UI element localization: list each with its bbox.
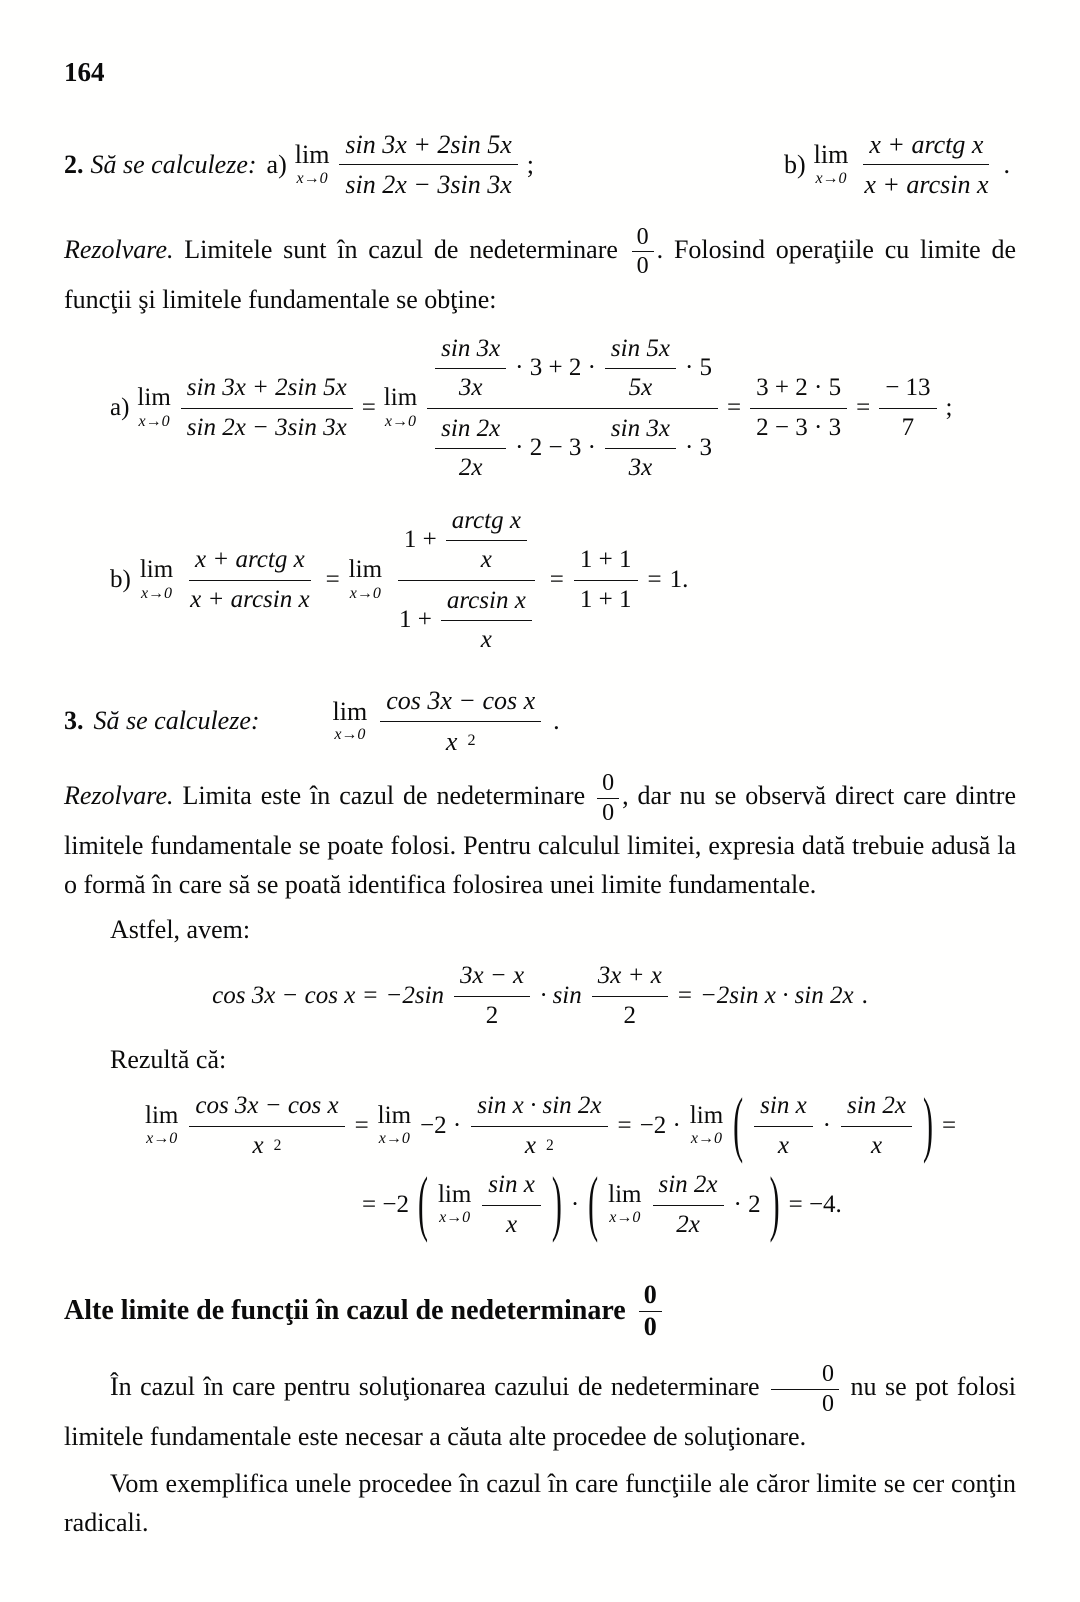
numerator: sin 3x + 2sin 5x — [181, 371, 353, 409]
identity-equation — [64, 959, 1016, 1032]
limit-operator — [384, 385, 417, 430]
lim-subscript: x→0 — [146, 1130, 178, 1148]
numerator: x + arctg x — [863, 127, 989, 166]
lim-subscript: x→0 — [815, 169, 847, 187]
operand-text: 1 + — [399, 606, 432, 634]
right-paren: ) — [551, 1163, 562, 1244]
result-equation-line-1 — [144, 1084, 1016, 1165]
coefficient: = −2 — [362, 1191, 409, 1218]
equals-sign: = — [549, 566, 564, 594]
lim-subscript: x→0 — [378, 1130, 410, 1148]
lim-label: lim — [294, 140, 330, 170]
dot-operator: · — [570, 1191, 580, 1218]
closing-paragraph-2: Vom exemplifica unele procedee în cazul în care funcţiile ale căror limite se cer conţin radicali. — [64, 1469, 1016, 1538]
operator-text: · sin — [540, 982, 582, 1009]
lim-label: lim — [377, 1102, 412, 1130]
denominator — [427, 409, 718, 485]
variable: x — [524, 1131, 537, 1159]
lim-label: lim — [813, 140, 849, 170]
lim-subscript: x→0 — [439, 1209, 471, 1227]
lim-subscript: x→0 — [349, 584, 381, 602]
lim-label: lim — [689, 1102, 724, 1130]
text: Limitele sunt în cazul de nedeterminare — [173, 234, 618, 264]
punctuation: ; — [526, 149, 534, 179]
fraction — [574, 543, 638, 616]
equals-sign: = — [942, 1112, 957, 1139]
operator-text: −2sin — [385, 982, 445, 1009]
problem-2b-expression — [784, 127, 1010, 203]
numerator: cos 3x − cos x — [189, 1089, 344, 1127]
fraction — [339, 127, 517, 203]
zero-over-zero-fraction — [639, 1281, 662, 1341]
exponent: 2 — [546, 1136, 554, 1154]
numerator: 0 — [597, 770, 619, 798]
limit-operator — [814, 141, 849, 187]
lim-label: lim — [348, 556, 383, 584]
lim-subscript: x→0 — [334, 725, 366, 743]
text: . Folosind operaţiile cu limite de funcţii şi limitele fundamentale se obţine: — [64, 234, 1017, 314]
denominator: 0 — [822, 1390, 835, 1417]
numerator: − 13 — [879, 371, 936, 409]
numerator: sin x · sin 2x — [471, 1089, 607, 1127]
denominator: x + arcsin x — [864, 170, 989, 200]
fraction — [471, 1089, 607, 1162]
numerator: sin 3x + 2sin 5x — [339, 127, 517, 166]
denominator: sin 2x − 3sin 3x — [345, 170, 512, 200]
denominator: 2 — [485, 1001, 499, 1029]
denominator: x + arcsin x — [190, 585, 310, 613]
fraction — [181, 371, 353, 444]
lim-subscript: x→0 — [140, 584, 173, 602]
denominator — [247, 1127, 288, 1163]
left-paren: ( — [417, 1163, 428, 1244]
page-number: 164 — [64, 57, 105, 87]
fraction — [858, 127, 994, 203]
item-b-label: b) — [110, 566, 131, 594]
denominator: 2x — [676, 1210, 700, 1238]
numerator: sin 3x — [605, 412, 676, 450]
fraction — [841, 1089, 912, 1162]
fraction — [605, 332, 676, 405]
coefficient: −2 · — [420, 1112, 462, 1139]
denominator: 0 — [636, 253, 649, 280]
denominator: x — [506, 1210, 518, 1238]
result-value: 1. — [669, 566, 689, 594]
limit-operator — [140, 557, 173, 602]
equals-sign: = — [647, 566, 662, 594]
denominator — [519, 1127, 560, 1163]
numerator: sin x — [754, 1089, 813, 1127]
exponent: 2 — [273, 1136, 282, 1154]
denominator: 3x — [628, 454, 653, 482]
limit-operator — [690, 1103, 723, 1148]
operator-text: · 3 — [684, 434, 713, 462]
result-equation-line-2 — [362, 1163, 1016, 1244]
expression: cos 3x − cos x — [212, 982, 356, 1009]
numerator: 3x + x — [592, 959, 668, 997]
equals-sign: = — [617, 1112, 632, 1139]
limit-operator — [137, 385, 170, 430]
denominator: 2x — [458, 454, 483, 482]
dot-operator: · — [822, 1112, 831, 1139]
text: Limita este în cazul de nedeterminare — [173, 781, 586, 811]
fraction — [879, 371, 936, 444]
numerator: 1 + 1 — [574, 543, 638, 581]
denominator: x — [777, 1131, 789, 1159]
numerator: sin 3x — [435, 332, 506, 370]
numerator: arctg x — [446, 504, 527, 542]
fraction — [380, 683, 541, 759]
solution-b-equation — [110, 503, 1016, 657]
variable: x — [252, 1131, 264, 1159]
lim-subscript: x→0 — [690, 1130, 723, 1148]
lim-subscript: x→0 — [296, 169, 328, 187]
equals-sign: = — [363, 982, 378, 1009]
operator-text: · 2 − 3 · — [515, 434, 596, 462]
compound-fraction — [427, 331, 718, 485]
section-heading — [64, 1281, 1016, 1341]
lim-label: lim — [437, 1181, 472, 1209]
limit-operator — [438, 1182, 471, 1227]
numerator: sin 5x — [605, 332, 676, 370]
fraction — [435, 412, 506, 485]
fraction — [184, 543, 315, 616]
limit-operator — [608, 1182, 641, 1227]
denominator: 2 − 3 · 3 — [756, 413, 842, 441]
compound-fraction — [393, 503, 540, 657]
numerator: 3 + 2 · 5 — [750, 371, 847, 409]
limit-operator — [333, 698, 368, 744]
denominator: x — [870, 1131, 883, 1159]
exponent: 2 — [467, 732, 476, 750]
numerator: sin 2x — [841, 1089, 912, 1127]
equals-sign: = — [354, 1112, 369, 1139]
rezolvare-label: Rezolvare. — [64, 781, 174, 811]
limit-operator — [145, 1103, 178, 1148]
fraction — [482, 1168, 541, 1241]
equals-sign: = — [325, 566, 340, 594]
numerator: 0 — [639, 1281, 662, 1312]
item-a-label: a) — [266, 149, 287, 179]
punctuation: ; — [945, 394, 953, 422]
denominator: 7 — [901, 413, 915, 441]
problem-2a-expression — [267, 127, 534, 203]
fraction — [653, 1168, 724, 1241]
numerator: 0 — [632, 224, 654, 252]
fraction — [605, 412, 676, 485]
expression: −2sin x · sin 2x — [699, 982, 854, 1009]
lim-label: lim — [139, 556, 174, 584]
numerator: 0 — [771, 1361, 839, 1389]
rezulta-line: Rezultă că: — [110, 1045, 227, 1075]
denominator: x — [480, 546, 492, 574]
right-paren: ) — [769, 1163, 780, 1244]
lim-label: lim — [383, 384, 418, 412]
limit-operator — [378, 1103, 411, 1148]
astfel-line: Astfel, avem: — [110, 915, 251, 945]
text: În cazul în care pentru soluţionarea cazului de nedeterminare — [110, 1372, 760, 1402]
lim-label: lim — [145, 1102, 179, 1130]
equals-sign: = — [856, 394, 871, 422]
denominator — [393, 581, 540, 657]
left-paren: ( — [588, 1163, 599, 1244]
fraction — [435, 332, 506, 405]
fraction — [189, 1089, 344, 1162]
right-paren: ) — [923, 1084, 934, 1165]
numerator: x + arctg x — [189, 543, 311, 581]
heading-text: Alte limite de funcţii în cazul de nedeterminare — [64, 1295, 626, 1327]
result-value: = −4. — [788, 1191, 842, 1218]
lim-subscript: x→0 — [609, 1209, 641, 1227]
problem-2-label: 2. — [64, 149, 84, 179]
denominator: 1 + 1 — [579, 585, 632, 613]
lim-label: lim — [137, 384, 171, 412]
solution-2-intro — [64, 224, 1016, 319]
solution-3-intro — [64, 770, 1016, 904]
text: nu se pot folosi limitele fundamentale este necesar a căuta alte procedee de soluţionare. — [64, 1372, 1016, 1452]
limit-operator — [295, 141, 330, 187]
variable: x — [445, 726, 458, 756]
fraction — [592, 959, 668, 1032]
left-paren: ( — [733, 1084, 744, 1165]
problem-2-heading — [64, 145, 257, 184]
punctuation: . — [553, 706, 560, 736]
zero-over-zero-fraction — [771, 1361, 839, 1417]
lim-label: lim — [608, 1181, 642, 1209]
denominator: x — [480, 626, 492, 654]
item-a-label: a) — [110, 394, 130, 422]
numerator: arcsin x — [441, 584, 532, 622]
fraction — [754, 1089, 813, 1162]
closing-paragraph-1 — [64, 1361, 1016, 1456]
item-b-label: b) — [783, 149, 806, 179]
operator-text: · 3 + 2 · — [515, 354, 596, 382]
denominator: 0 — [643, 1311, 657, 1341]
limit-operator — [349, 557, 382, 602]
numerator: 3x − x — [454, 959, 530, 997]
lim-subscript: x→0 — [138, 412, 170, 430]
numerator: sin 2x — [653, 1168, 724, 1206]
fraction — [446, 504, 527, 577]
numerator: sin x — [482, 1168, 541, 1206]
equals-sign: = — [361, 394, 376, 422]
operator-text: · 2 — [733, 1191, 761, 1218]
rezolvare-label: Rezolvare. — [64, 234, 174, 264]
problem-2-statement — [64, 127, 1016, 203]
punctuation: . — [1003, 149, 1010, 179]
problem-3-label: 3. — [64, 706, 84, 736]
numerator — [427, 331, 718, 409]
text: , dar nu se observă direct care dintre limitele fundamentale se poate folosi. Pentru calculul limitei, expresia dată trebuie adusă la o formă în care să se poată identifica folosirea unei limite fundamentale. — [64, 781, 1016, 900]
fraction — [454, 959, 530, 1032]
lim-label: lim — [332, 696, 368, 726]
numerator — [398, 503, 535, 581]
denominator: sin 2x − 3sin 3x — [186, 413, 347, 441]
operand-text: 1 + — [403, 526, 437, 554]
punctuation: . — [861, 982, 868, 1009]
problem-3-statement — [64, 683, 1016, 759]
fraction — [750, 371, 847, 444]
coefficient: −2 · — [639, 1112, 681, 1139]
problem-3-prompt: Să se calculeze: — [93, 706, 260, 736]
denominator — [440, 722, 482, 759]
solution-a-equation — [110, 331, 1016, 485]
zero-over-zero-fraction — [597, 770, 619, 826]
denominator: 2 — [623, 1001, 637, 1029]
operator-text: · 5 — [684, 354, 713, 382]
equals-sign: = — [677, 982, 692, 1009]
numerator: cos 3x − cos x — [380, 683, 541, 722]
zero-over-zero-fraction — [632, 224, 654, 280]
denominator: 5x — [628, 374, 653, 402]
denominator: 3x — [458, 374, 483, 402]
fraction — [441, 584, 532, 657]
equals-sign: = — [727, 394, 742, 422]
problem-2-prompt: Să se calculeze: — [90, 149, 257, 179]
denominator: 0 — [602, 799, 615, 826]
lim-subscript: x→0 — [384, 412, 417, 430]
numerator: sin 2x — [435, 412, 506, 450]
